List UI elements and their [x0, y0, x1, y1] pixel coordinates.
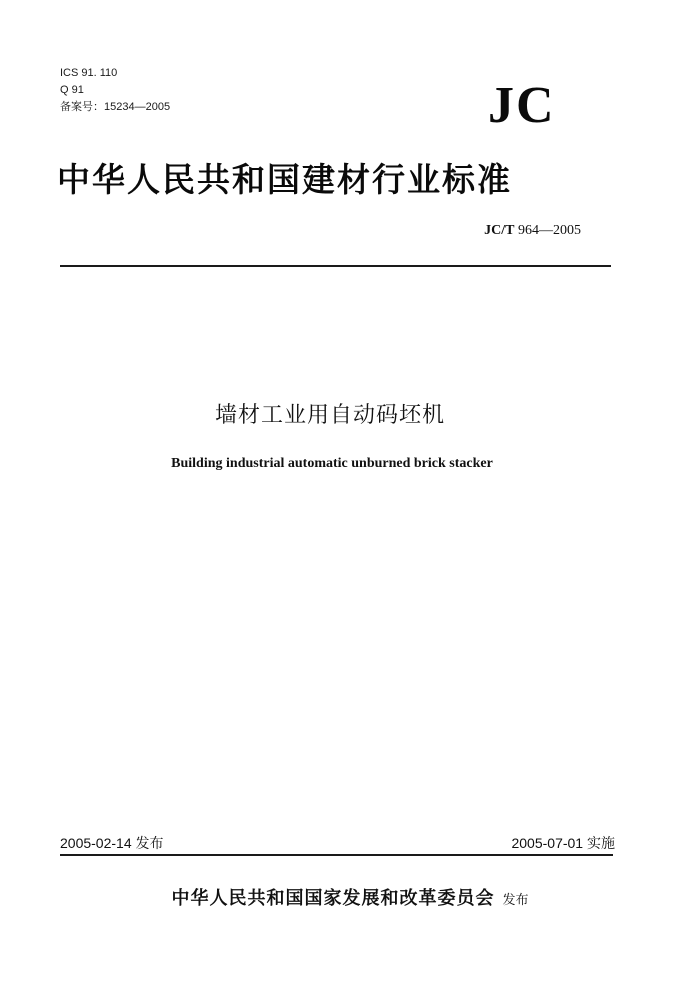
standard-code-prefix: JC/T — [484, 223, 515, 238]
classification-code: Q 91 — [60, 84, 84, 96]
filing-number: 备案号：15234—2005 — [60, 101, 171, 113]
document-title-chinese: 墙材工业用自动码坯机 — [214, 403, 445, 428]
publisher-organization: 中华人民共和国国家发展和改革委员会 — [171, 888, 495, 909]
standard-code — [484, 223, 581, 239]
bottom-divider — [60, 854, 613, 856]
issue-date: 2005-02-14 发布 — [60, 835, 164, 851]
publisher-line — [0, 884, 700, 910]
standard-code-number: 964—2005 — [514, 223, 581, 238]
publisher-action: 发布 — [502, 893, 529, 908]
document-title-english: Building industrial automatic unburned brick stacker — [171, 456, 493, 471]
jc-logo: JC — [488, 77, 556, 134]
standard-category-title: 中华人民共和国建材行业标准 — [57, 160, 512, 199]
effective-date: 2005-07-01 实施 — [511, 835, 615, 851]
top-divider — [60, 265, 611, 267]
ics-code: ICS 91. 110 — [60, 67, 118, 79]
